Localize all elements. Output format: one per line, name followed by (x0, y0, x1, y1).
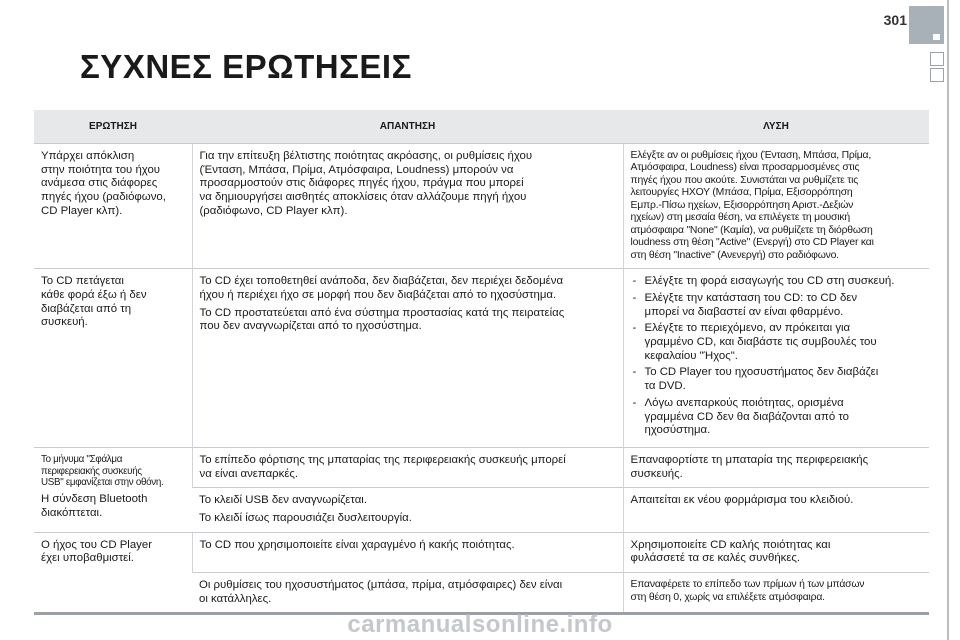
answer-text: Το επίπεδο φόρτισης της μπαταρίας της περιφερειακής συσκευής μπορεί να είναι ανεπαρκές. (199, 453, 566, 480)
solution-cell (623, 144, 929, 269)
watermark: carmanualsonline.info (347, 611, 613, 638)
question-text: Το CD πετάγεται κάθε φορά έξω ή δεν διαβάζεται από τη συσκευή. (41, 275, 147, 329)
question-text-bluetooth: Η σύνδεση Bluetooth διακόπτεται. (41, 493, 148, 519)
solution-cell (623, 447, 929, 487)
answer-text: Το CD που χρησιμοποιείτε είναι χαραγμένο ή κακής ποιότητας. (199, 538, 515, 551)
solution-list (631, 275, 923, 438)
table-row (34, 447, 929, 487)
answer-cell (192, 573, 623, 614)
answer-cell (192, 269, 623, 448)
question-cell (34, 144, 192, 269)
page-title: ΣΥΧΝΕΣ ΕΡΩΤΗΣΕΙΣ (80, 48, 412, 85)
solution-text: Χρησιμοποιείτε CD καλής ποιότητας και φυλάσσετέ τα σε καλές συνθήκες. (630, 538, 831, 565)
solution-item: - Το CD Player του ηχοσυστήματος δεν διαβάζει τα DVD. (631, 366, 923, 393)
answer-text: Για την επίτευξη βέλτιστης ποιότητας ακρόασης, οι ρυθμίσεις ήχου (Ένταση, Μπάσα, Πρίμα, Ατμόσφαιρα, Loudness) μπορούν να προσαρμοστούν στις διάφορες πηγές ήχου, πράγμα που μπορεί να δημιουργήσει αισθητές αποκλίσεις όταν αλλάζουμε πηγή ήχου (ραδιόφωνο, CD Player κλπ). (199, 150, 533, 217)
answer-text: Το CD προστατεύεται από ένα σύστημα προστασίας κατά της πειρατείας που δεν αναγνωρίζεται από το ηχοσύστημα. (199, 306, 565, 333)
table-header-row (34, 110, 929, 144)
table-row (34, 144, 929, 269)
side-checkbox-1 (930, 52, 944, 66)
question-text: Υπάρχει απόκλιση στην ποιότητα του ήχου ανάμεσα στις διάφορες πηγές ήχου (ραδιόφωνο, CD Player κλπ). (41, 150, 166, 217)
answer-text: Το κλειδί ίσως παρουσιάζει δυσλειτουργία. (199, 511, 412, 524)
question-text: Ο ήχος του CD Player έχει υποβαθμιστεί. (41, 538, 152, 565)
header-question: ΕΡΩΤΗΣΗ (34, 110, 192, 144)
side-checkbox-2 (930, 68, 944, 82)
question-text-usb: Το μήνυμα "Σφάλμα περιφερειακής συσκευής USB" εμφανίζεται στην οθόνη. (41, 453, 164, 489)
solution-cell (623, 532, 929, 572)
solution-cell (623, 488, 929, 532)
answer-cell (192, 532, 623, 572)
table-row (34, 269, 929, 448)
solution-item: - Ελέγξτε το περιεχόμενο, αν πρόκειται για γραμμένο CD, και διαβάστε τις συμβουλές του κεφαλαίου "Ήχος". (631, 322, 923, 363)
page-number: 301 (883, 12, 907, 28)
solution-text: Επαναφορτίστε τη μπαταρία της περιφερειακής συσκευής. (630, 453, 869, 480)
answer-text: Το κλειδί USB δεν αναγνωρίζεται. (199, 494, 367, 507)
solution-text: Επαναφέρετε το επίπεδο των πρίμων ή των μπάσων στη θέση 0, χωρίς να επιλέξετε ατμόσφαιρα. (630, 579, 865, 603)
solution-item: - Ελέγξτε την κατάσταση του CD: το CD δεν μπορεί να διαβαστεί αν είναι φθαρμένο. (631, 292, 923, 319)
solution-text: Απαιτείται εκ νέου φορμάρισμα του κλειδιού. (630, 494, 854, 507)
question-cell (34, 532, 192, 614)
side-rule (947, 0, 949, 640)
solution-item: - Ελέγξτε τη φορά εισαγωγής του CD στη συσκευή. (631, 275, 923, 289)
table-row (34, 532, 929, 572)
answer-text: Το CD έχει τοποθετηθεί ανάποδα, δεν διαβάζεται, δεν περιέχει δεδομένα ήχου ή περιέχει ήχο σε μορφή που δεν διαβάζεται από το ηχοσύστημα. (199, 275, 564, 302)
question-cell (34, 269, 192, 448)
question-cell (34, 447, 192, 532)
answer-cell (192, 144, 623, 269)
chapter-tab (909, 6, 944, 44)
header-answer: ΑΠΑΝΤΗΣΗ (192, 110, 623, 144)
solution-text: Ελέγξτε αν οι ρυθμίσεις ήχου (Ένταση, Μπάσα, Πρίμα, Ατμόσφαιρα, Loudness) είναι προσαρμοσμένες στις πηγές ήχου που ακούτε. Συνιστάται να ρυθμίζετε τις λειτουργίες ΗΧΟΥ (Μπάσα, Πρίμα, Εξισορρόπηση Εμπρ.-Πίσω ηχείων, Εξισορρόπηση Αριστ.-Δεξιών ηχείων) στη μεσαία θέση, να επιλέγετε τη μουσική ατμόσφαιρα "None" (Καμία), να ρυθμίζετε τη διόρθωση loudness στη θέση "Active" (Ενεργή) στο CD Player και στη θέση "Inactive" (Ανενεργή) στο ραδιόφωνο. (630, 150, 874, 261)
answer-cell (192, 488, 623, 532)
solution-cell (623, 269, 929, 448)
header-solution: ΛΥΣΗ (623, 110, 929, 144)
tab-mark (933, 34, 940, 40)
answer-text: Οι ρυθμίσεις του ηχοσυστήματος (μπάσα, πρίμα, ατμόσφαιρες) δεν είναι οι κατάλληλες. (199, 579, 563, 605)
solution-cell (623, 573, 929, 614)
solution-item: - Λόγω ανεπαρκούς ποιότητας, ορισμένα γραμμένα CD δεν θα διαβάζονται από το ηχοσύστημα. (631, 397, 923, 438)
answer-cell (192, 447, 623, 487)
faq-table (34, 110, 929, 615)
